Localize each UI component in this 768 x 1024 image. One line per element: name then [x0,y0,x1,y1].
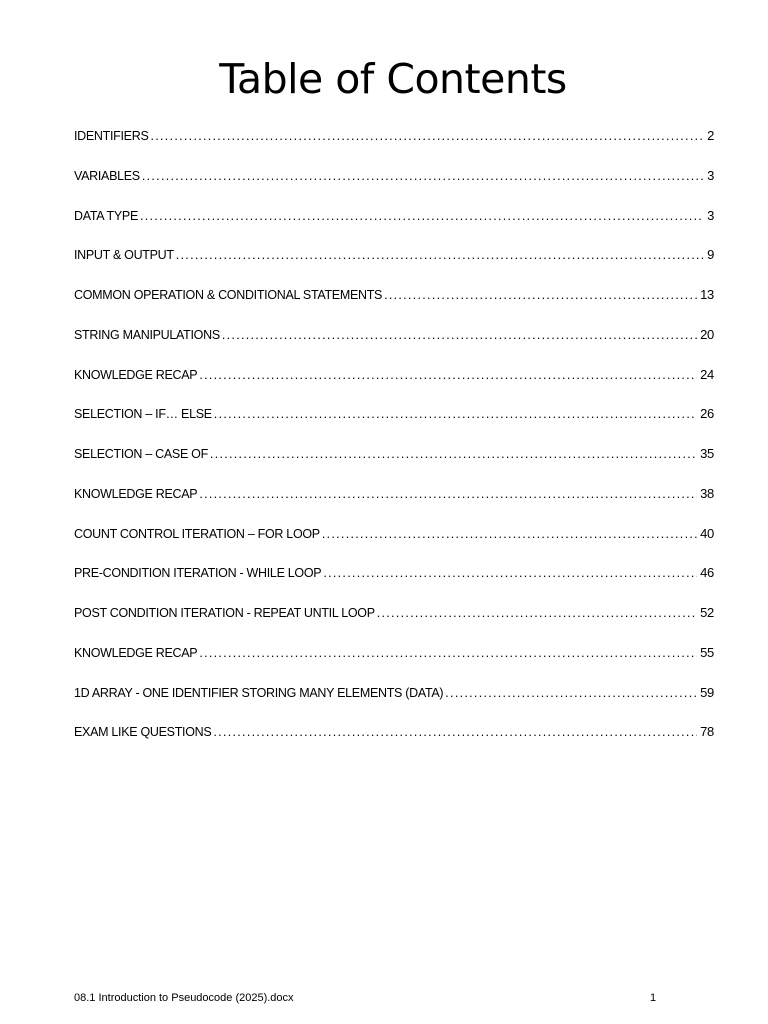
toc-entry-label: SELECTION – IF… ELSE [74,407,212,422]
toc-entry[interactable] [74,526,714,566]
toc-entry[interactable] [74,287,714,327]
footer-page-number: 1 [650,992,657,1004]
toc-entry[interactable] [74,208,714,248]
toc-dot-leader [323,566,697,580]
toc-entry[interactable] [74,327,714,367]
toc-dot-leader [142,169,704,183]
toc-entry-label: KNOWLEDGE RECAP [74,645,198,660]
toc-dot-leader [214,407,697,421]
page-title: Table of Contents [219,55,567,103]
toc-dot-leader [445,686,697,700]
toc-dot-leader [199,368,697,382]
toc-entry[interactable] [74,128,714,168]
toc-entry-label: KNOWLEDGE RECAP [74,367,198,382]
toc-dot-leader [176,248,704,262]
toc-entry-label: VARIABLES [74,168,140,183]
toc-entry[interactable] [74,406,714,446]
toc-entry-page: 46 [700,565,714,581]
toc-entry[interactable] [74,565,714,605]
table-of-contents [74,128,714,764]
toc-dot-leader [199,487,697,501]
toc-entry-page: 3 [707,167,714,183]
toc-entry-page: 20 [700,326,714,342]
toc-entry-page: 78 [700,724,714,740]
toc-entry-label: IDENTIFIERS [74,129,149,143]
toc-entry-label: EXAM LIKE QUESTIONS [74,725,212,740]
toc-entry-page: 55 [700,644,714,660]
toc-entry-label: SELECTION – CASE OF [74,447,208,461]
toc-entry-page: 35 [700,446,714,461]
toc-entry[interactable] [74,605,714,645]
toc-dot-leader [322,527,697,541]
toc-entry[interactable] [74,685,714,725]
toc-dot-leader [210,447,697,461]
toc-entry-label: KNOWLEDGE RECAP [74,486,198,501]
toc-dot-leader [199,646,697,660]
toc-entry-label: COUNT CONTROL ITERATION – FOR LOOP [74,526,320,541]
toc-entry[interactable] [74,446,714,486]
toc-entry-page: 2 [707,128,714,143]
toc-entry-page: 24 [700,366,714,382]
toc-entry[interactable] [74,367,714,407]
toc-entry-page: 52 [700,605,714,620]
toc-entry[interactable] [74,486,714,526]
toc-dot-leader [140,209,704,223]
toc-entry-label: COMMON OPERATION & CONDITIONAL STATEMENTS [74,288,383,302]
toc-entry[interactable] [74,645,714,685]
toc-dot-leader [377,606,697,620]
toc-dot-leader [150,129,704,143]
toc-entry-page: 59 [700,684,714,700]
toc-entry[interactable] [74,247,714,287]
toc-dot-leader [213,725,697,739]
toc-entry-page: 9 [707,247,714,263]
toc-entry-page: 40 [700,525,714,541]
toc-entry-label: STRING MANIPULATIONS [74,327,220,342]
footer-filename: 08.1 Introduction to Pseudocode (2025).docx [74,992,294,1004]
toc-entry-page: 3 [707,207,714,223]
toc-entry-label: INPUT & OUTPUT [74,248,174,263]
toc-entry-page: 38 [700,485,714,501]
toc-entry-label: POST CONDITION ITERATION - REPEAT UNTIL LOOP [74,606,375,620]
toc-entry-label: DATA TYPE [74,208,138,223]
toc-dot-leader [222,328,697,342]
toc-dot-leader [384,288,697,302]
toc-entry-label: PRE-CONDITION ITERATION - WHILE LOOP [74,566,322,581]
toc-entry-label: 1D ARRAY - ONE IDENTIFIER STORING MANY ELEMENTS (DATA) [74,685,444,700]
toc-entry[interactable] [74,724,714,764]
toc-entry[interactable] [74,168,714,208]
toc-entry-page: 26 [700,406,714,422]
toc-entry-page: 13 [700,287,714,302]
